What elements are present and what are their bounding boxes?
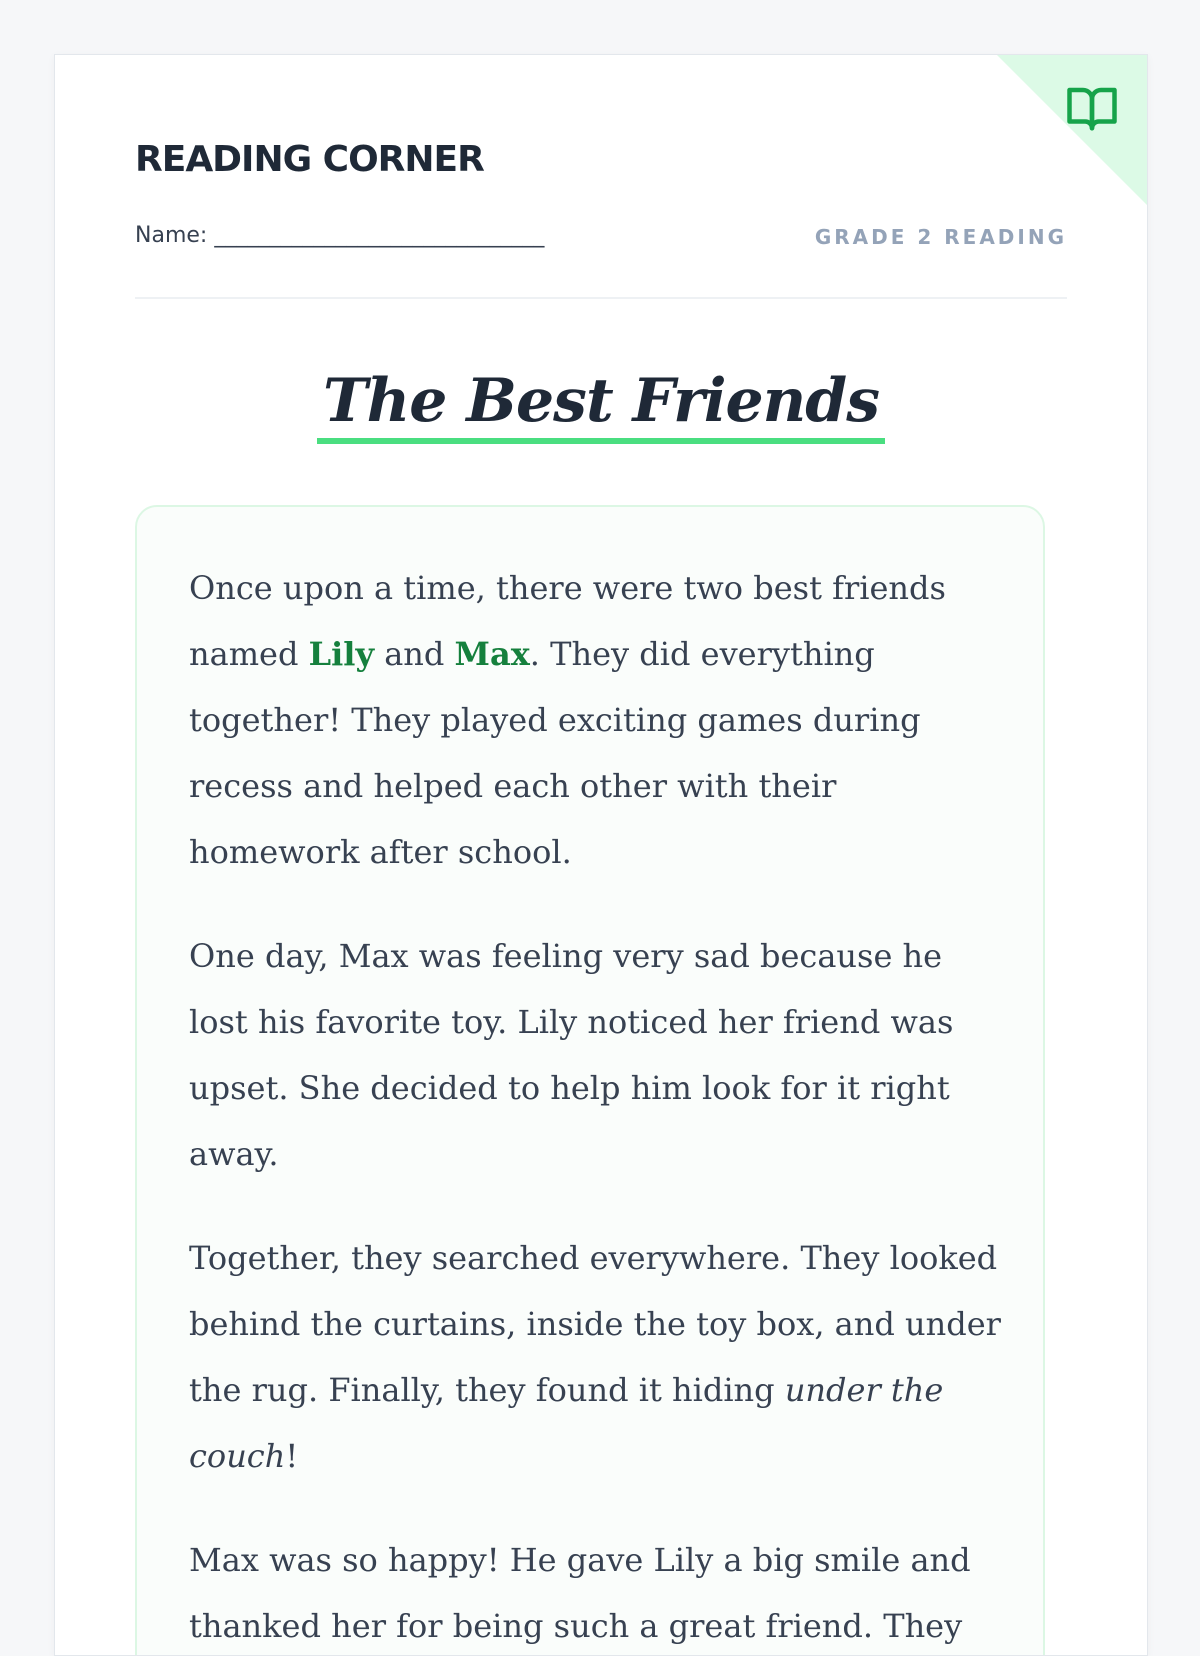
open-book-icon [1065, 81, 1119, 135]
story-paragraph-4: Max was so happy! He gave Lily a big smile and thanked her for being such a great friend. They [189, 1541, 971, 1645]
worksheet [54, 54, 1148, 1656]
story-text: ! [285, 1437, 299, 1475]
character-name-max: Max [454, 635, 530, 673]
story-paragraph-3 [189, 1225, 1003, 1489]
story-title: The Best Friends [317, 367, 885, 444]
story-text: and [374, 635, 455, 673]
header-divider [135, 297, 1067, 299]
name-label: Name: [135, 223, 208, 248]
name-blank-line: ______________________________ [214, 223, 545, 248]
story-text: Once upon a time, there were two best friends named [189, 569, 946, 673]
app-title: READING CORNER [135, 139, 484, 180]
grade-label: GRADE 2 READING [814, 225, 1067, 249]
character-name-lily: Lily [308, 635, 375, 673]
story-text: Together, they searched everywhere. They looked behind the curtains, inside the toy box, and under the rug. Finally, they found it hiding [189, 1239, 1001, 1409]
name-field [135, 223, 544, 248]
story-text: . They did everything together! They played exciting games during recess and helped each other with their homework after school. [189, 635, 921, 871]
story-paragraph-1 [189, 555, 1003, 885]
story-box [135, 505, 1045, 1656]
emphasized-text: under the couch [189, 1371, 944, 1475]
story-title-container [55, 367, 1147, 444]
story-paragraph-2: One day, Max was feeling very sad because he lost his favorite toy. Lily noticed her friend was upset. She decided to help him look for it right away. [189, 937, 954, 1173]
